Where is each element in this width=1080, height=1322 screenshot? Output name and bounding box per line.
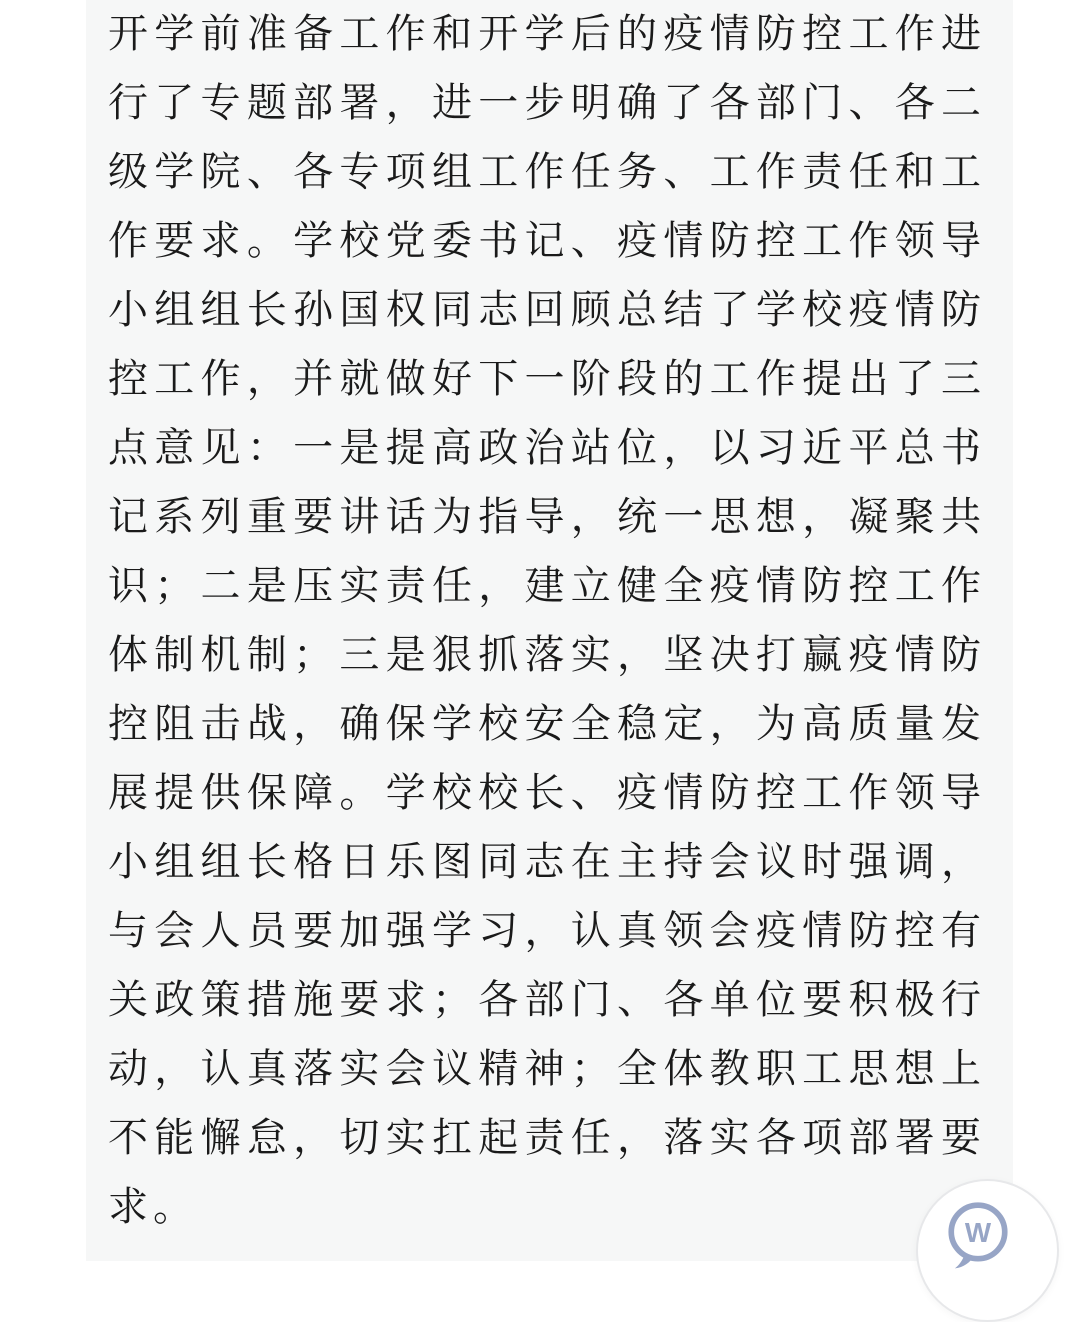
w-letter: W — [964, 1217, 992, 1249]
left-gutter — [0, 0, 86, 1261]
right-gutter — [1013, 0, 1080, 1261]
w-bubble-logo-icon — [942, 1199, 1014, 1271]
article-paragraph: 开学前准备工作和开学后的疫情防控工作进行了专题部署，进一步明确了各部门、各二级学院、各专项组工作任务、工作责任和工作要求。学校党委书记、疫情防控工作领导小组组长孙国权同志回顾总结了学校疫情防控工作，并就做好下一阶段的工作提出了三点意见：一是提高政治站位，以习近平总书记系列重要讲话为指导，统一思想，凝聚共识；二是压实责任，建立健全疫情防控工作体制机制；三是狠抓落实，坚决打赢疫情防控阻击战，确保学校安全稳定，为高质量发展提供保障。学校校长、疫情防控工作领导小组组长格日乐图同志在主持会议时强调，与会人员要加强学习，认真领会疫情防控有关政策措施要求；各部门、各单位要积极行动，认真落实会议精神；全体教职工思想上不能懈怠，切实扛起责任，落实各项部署要求。 — [108, 12, 986, 1229]
floating-action-button[interactable] — [916, 1179, 1059, 1322]
article-body — [86, 0, 1013, 1261]
